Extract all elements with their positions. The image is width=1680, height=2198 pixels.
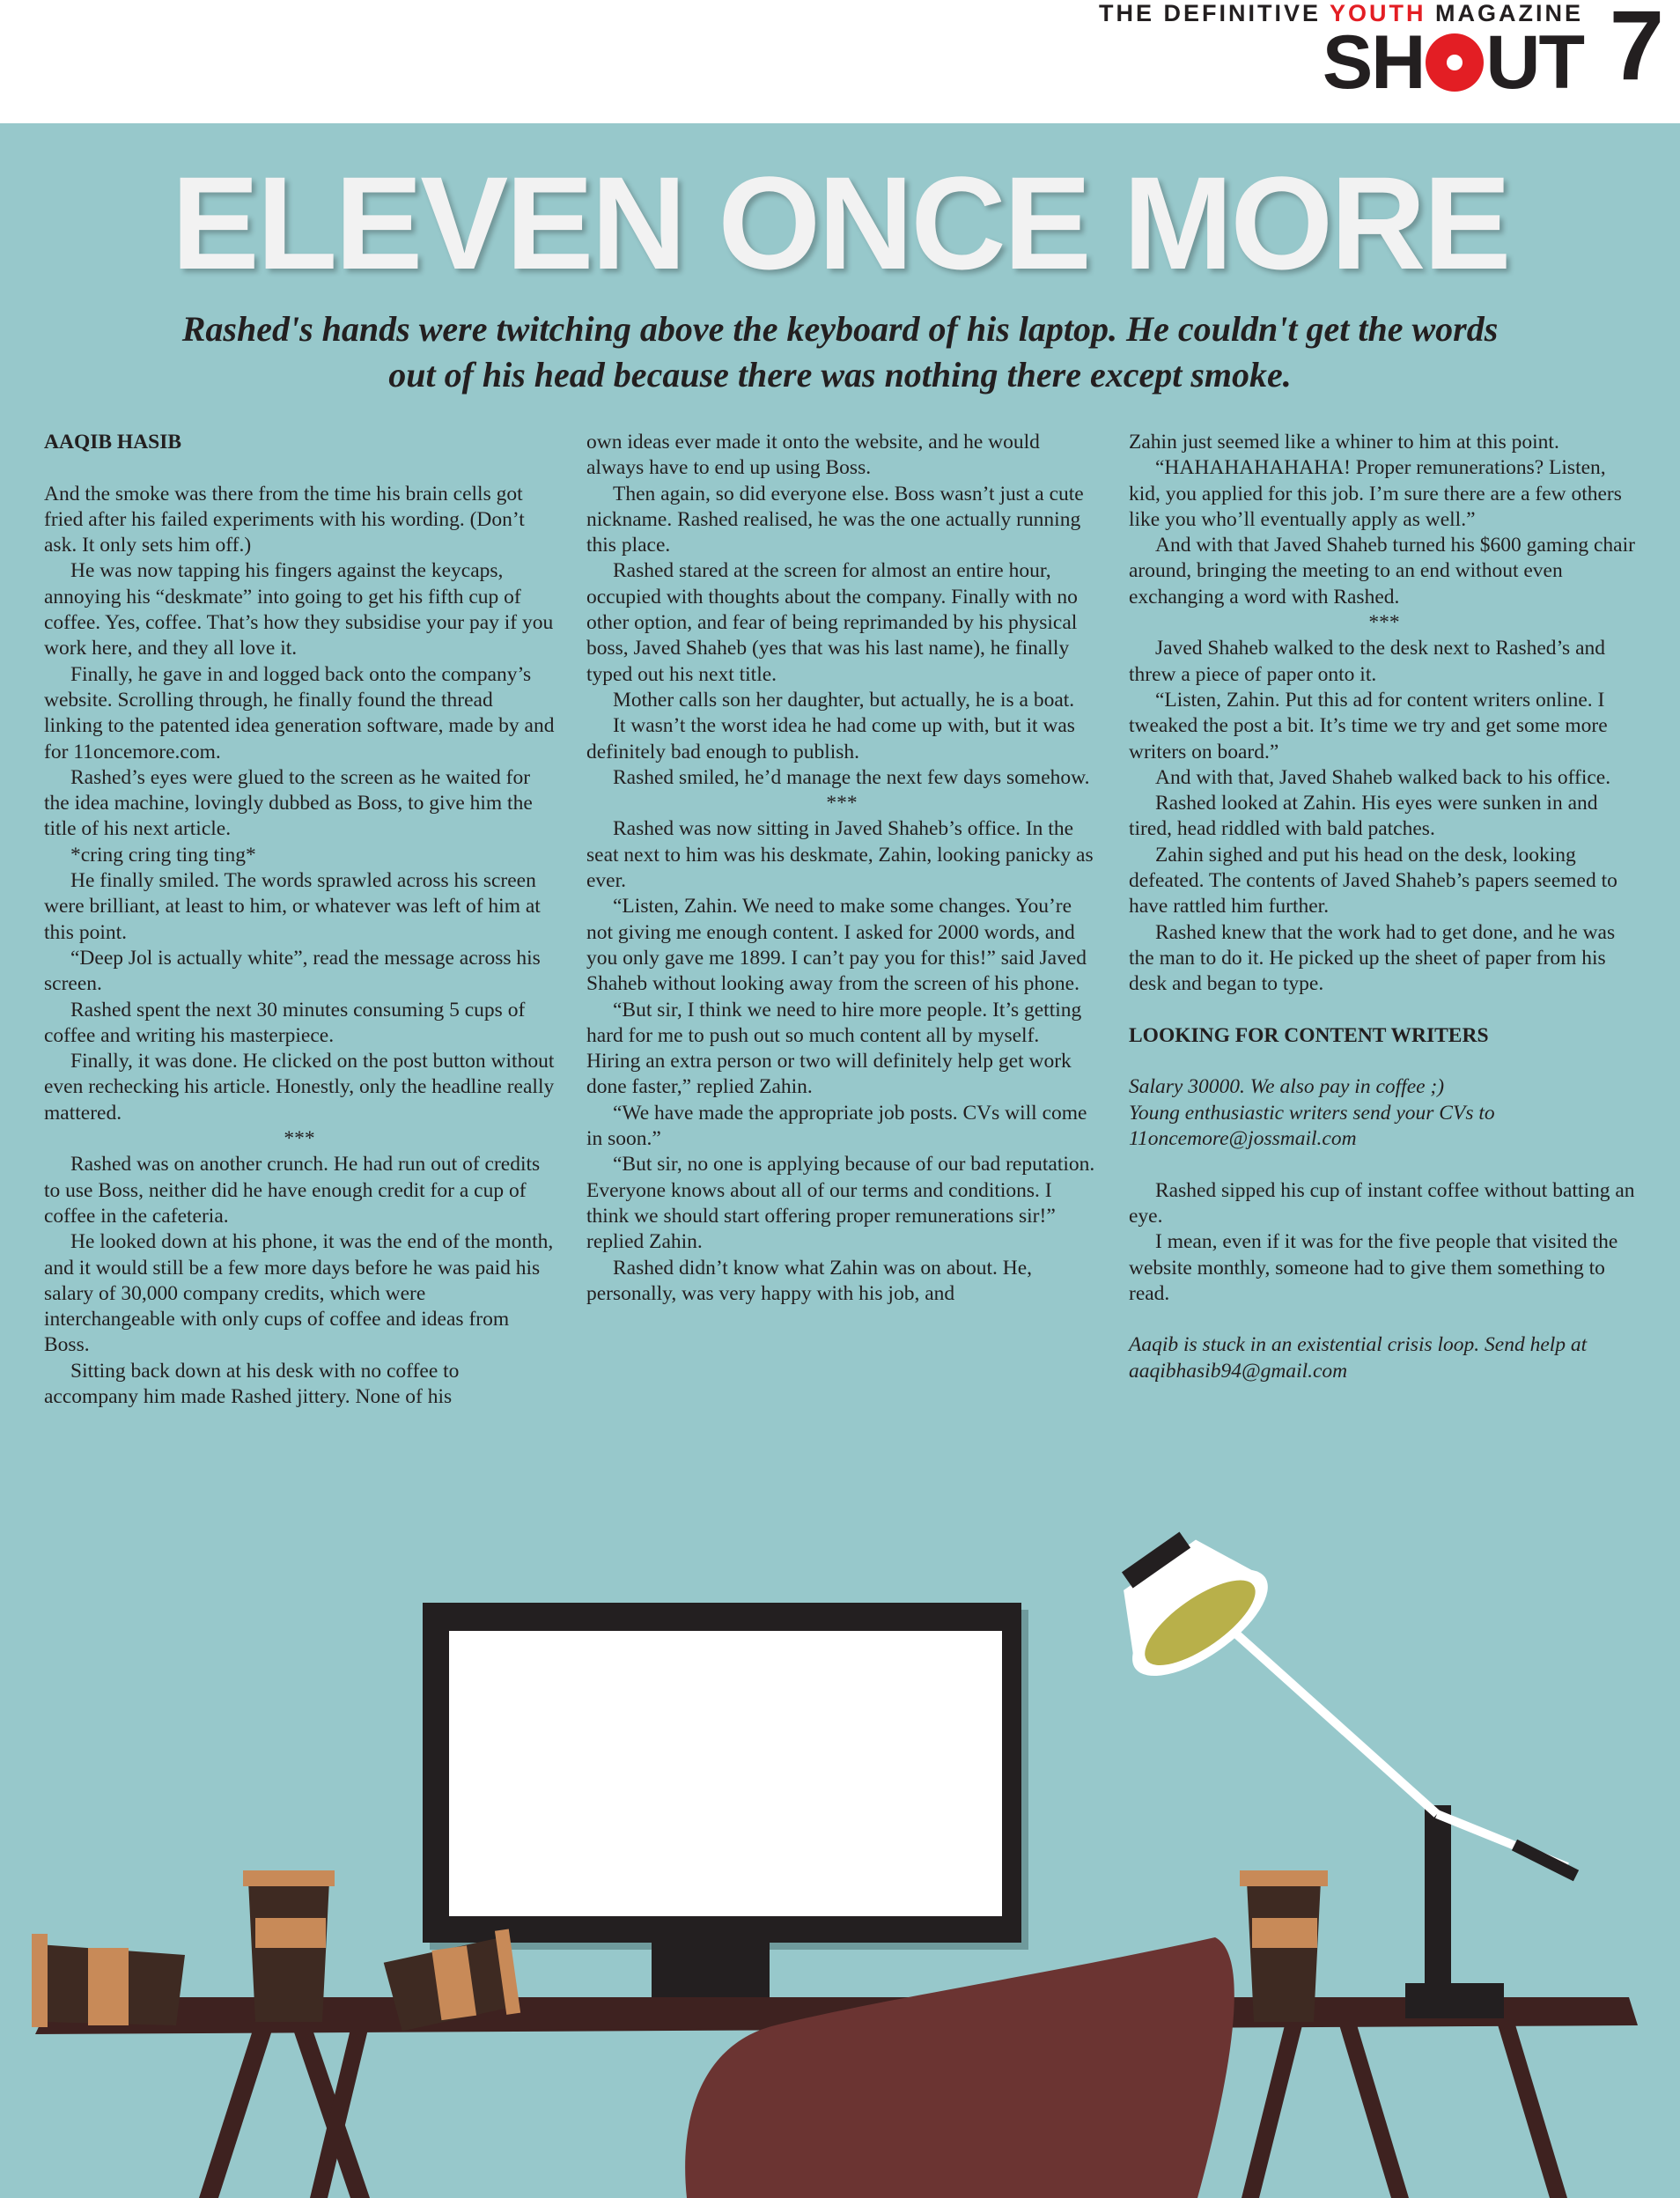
monitor [423, 1603, 1028, 2013]
paragraph: Finally, it was done. He clicked on the post button without even rechecking his article. Honestly, only the headline really mattered. [44, 1050, 555, 1125]
desk-lamp [1086, 1507, 1576, 2018]
paragraph: He looked down at his phone, it was the end of the month, and it would still be a few more days before he was paid his salary of 30,000 company credits, which were interchangeable with only cups of coffee and ideas from Boss. [44, 1230, 554, 1357]
paragraph: And with that, Javed Shaheb walked back to his office. [1155, 765, 1611, 789]
paragraph: Rashed was now sitting in Javed Shaheb’s office. In the seat next to him was his deskmate, Zahin, looking panicky as ever. [586, 817, 1094, 893]
masthead-tagline: THE DEFINITIVE YOUTH MAGAZINE [1098, 0, 1583, 26]
column-3 [1129, 430, 1639, 1384]
column-1 [44, 430, 555, 1410]
paragraph: Rashed was on another crunch. He had run out of credits to use Boss, neither did he have enough credit for a cup of coffee in the cafeteria. [44, 1153, 541, 1228]
paragraph: Rashed knew that the work had to get done, and he was the man to do it. He picked up the sheet of paper from his desk and began to type. [1129, 920, 1616, 996]
section-break: *** [1368, 611, 1400, 635]
paragraph: Rashed spent the next 30 minutes consuming 5 cups of coffee and writing his masterpiece. [44, 998, 526, 1047]
paragraph: Rashed’s eyes were glued to the screen as he waited for the idea machine, lovingly dubbed as Boss, to give him the title of his next article. [44, 765, 533, 841]
coffee-cup [1240, 1870, 1328, 2022]
section-break: *** [826, 792, 858, 815]
paragraph: “HAHAHAHAHAHA! Proper remunerations? Listen, kid, you applied for this job. I’m sure there are a few others like you who’ll eventually apply as well.” [1129, 456, 1622, 531]
standfirst: Rashed's hands were twitching above the keyboard of his laptop. He couldn't get the words out of his head because there was nothing there except smoke. [181, 309, 1499, 395]
paragraph: Rashed sipped his cup of instant coffee without batting an eye. [1129, 1178, 1635, 1228]
paragraph: “Listen, Zahin. We need to make some changes. You’re not giving me enough content. I asked for 2000 words, and you only gave me 1899. I can’t pay you for this!” said Javed Shaheb without looking away from the screen of his phone. [586, 895, 1087, 996]
paragraph: Mother calls son her daughter, but actually, he is a boat. [613, 688, 1075, 712]
byline: AAQIB HASIB [44, 431, 182, 454]
paragraph: It wasn’t the worst idea he had come up with, but it was definitely bad enough to publish. [586, 714, 1075, 763]
column-2 [586, 430, 1097, 1307]
paragraph: And the smoke was there from the time his brain cells got fried after his failed experiments with his wording. (Don’t ask. It only sets him off.) [44, 482, 525, 557]
page-number: 7 [1609, 0, 1664, 100]
paragraph: And with that Javed Shaheb turned his $600 gaming chair around, bringing the meeting to an end without even exchanging a word with Rashed. [1129, 534, 1635, 609]
paragraph: Javed Shaheb walked to the desk next to Rashed’s and threw a piece of paper onto it. [1129, 637, 1606, 686]
shout-logo: SH UT [1322, 20, 1583, 105]
paragraph: Zahin just seemed like a whiner to him at this point. [1129, 431, 1559, 454]
paragraph: Sitting back down at his desk with no coffee to accompany him made Rashed jittery. None of his [44, 1359, 460, 1408]
paragraph: “But sir, no one is applying because of our bad reputation. Everyone knows about all of our terms and conditions. I think we should start offering proper remunerations sir!” replied Zahin. [586, 1153, 1095, 1254]
paragraph: “But sir, I think we need to hire more people. It’s getting hard for me to push out so much content all by myself. Hiring an extra person or two will definitely help get work done faster,” replied Zahin. [586, 998, 1082, 1099]
author-bio: Aaqib is stuck in an existential crisis loop. Send help at aaqibhasib94@gmail.com [1129, 1333, 1588, 1383]
ad-line: Salary 30000. We also pay in coffee ;) [1129, 1075, 1445, 1099]
top-bar [0, 0, 1680, 123]
paragraph: “Listen, Zahin. Put this ad for content writers online. I tweaked the post a bit. It’s time we try and get some more writers on board.” [1129, 688, 1608, 763]
paragraph: Rashed stared at the screen for almost an entire hour, occupied with thoughts about the company. Finally with no other option, and fear of being reprimanded by his physical boss, Javed Shaheb (yes that was his last name), he finally typed out his next title. [586, 559, 1078, 686]
paragraph: “We have made the appropriate job posts. CVs will come in soon.” [586, 1101, 1087, 1151]
logo-o-icon [1426, 33, 1484, 92]
ad-heading: LOOKING FOR CONTENT WRITERS [1129, 1023, 1489, 1047]
paragraph: Rashed smiled, he’d manage the next few days somehow. [613, 765, 1090, 789]
coffee-cup-tipped [32, 1934, 185, 2027]
paragraph: Finally, he gave in and logged back onto the company’s website. Scrolling through, he finally found the thread linking to the patented idea generation software, made by and for 11oncemore.com. [44, 662, 555, 763]
paragraph: *cring cring ting ting* [70, 843, 256, 867]
paragraph: He was now tapping his fingers against the keycaps, annoying his “deskmate” into going to get his fifth cup of coffee. Yes, coffee. That’s how they subsidise your pay if you work here, and they all love it. [44, 559, 554, 660]
paragraph: “Deep Jol is actually white”, read the message across his screen. [44, 946, 541, 996]
paragraph: Then again, so did everyone else. Boss wasn’t just a cute nickname. Rashed realised, he was the one actually running this place. [586, 482, 1084, 557]
section-break: *** [284, 1127, 315, 1151]
paragraph: own ideas ever made it onto the website, and he would always have to end up using Boss. [586, 431, 1040, 480]
paragraph: Zahin sighed and put his head on the desk, looking defeated. The contents of Javed Shaheb’s papers seemed to have rattled him further. [1129, 843, 1617, 918]
coffee-cup [243, 1870, 335, 2022]
paragraph: He finally smiled. The words sprawled across his screen were brilliant, at least to him, or whatever was left of him at this point. [44, 869, 541, 944]
headline: ELEVEN ONCE MORE [171, 149, 1509, 297]
paragraph: Rashed looked at Zahin. His eyes were sunken in and tired, head riddled with bald patches. [1129, 792, 1598, 841]
ad-line: Young enthusiastic writers send your CVs to 11oncemore@jossmail.com [1129, 1101, 1495, 1151]
paragraph: Rashed didn’t know what Zahin was on about. He, personally, was very happy with his job, and [586, 1256, 1033, 1305]
paragraph: I mean, even if it was for the five people that visited the website monthly, someone had to give them something to read. [1129, 1230, 1618, 1305]
desk-illustration [0, 1497, 1680, 2198]
